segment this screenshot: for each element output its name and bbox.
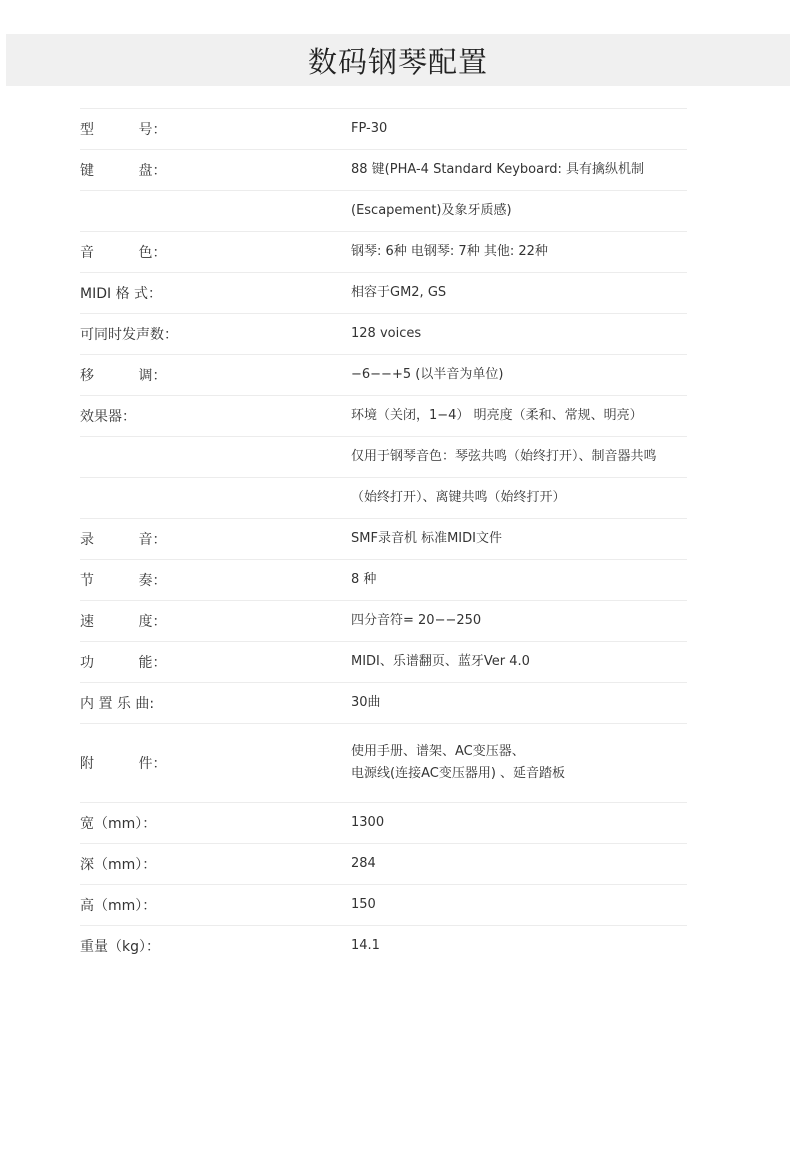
page-title: 数码钢琴配置 [307,44,488,79]
table-row [80,395,687,436]
spec-value-accessories-line-1: 使用手册、谱架、AC变压器、 [351,744,525,759]
spec-value-accessories-line-2: 电源线(连接AC变压器用) 、延音踏板 [351,766,566,781]
table-row [80,925,687,966]
spec-value-functions: MIDI、乐谱翻页、蓝牙Ver 4.0 [351,654,530,669]
table-row [80,313,687,354]
spec-label-accessories: 附 件： [80,756,167,772]
spec-label-transpose: 移 调： [80,368,167,384]
spec-value-polyphony: 128 voices [351,326,422,341]
table-row [80,149,687,190]
spec-label-functions: 功 能： [80,655,167,671]
spec-label-keyboard: 键 盘： [80,163,167,179]
spec-value-midi-format: 相容于GM2, GS [351,285,447,300]
table-row [80,436,687,477]
spec-label-polyphony: 可同时发声数： [80,327,178,343]
spec-label-depth: 深（mm）： [80,857,157,873]
spec-label-height: 高（mm）： [80,898,157,914]
spec-value-height: 150 [351,897,376,912]
spec-value-keyboard: 88 键(PHA-4 Standard Keyboard: 具有擒纵机制 [351,162,644,177]
table-row [80,190,687,231]
spec-value-tempo: 四分音符= 20−−250 [351,613,482,628]
spec-value-keyboard-cont: (Escapement)及象牙质感) [351,203,512,218]
table-row [80,600,687,641]
spec-value-transpose: −6−−+5 (以半音为单位) [351,367,504,382]
table-row [80,802,687,843]
table-row [80,884,687,925]
table-row [80,231,687,272]
table-row [80,518,687,559]
title-bar [6,34,790,86]
spec-label-rhythm: 节 奏： [80,573,167,589]
spec-label-tempo: 速 度： [80,614,167,630]
spec-value-tones: 钢琴: 6种 电钢琴: 7种 其他: 22种 [351,244,548,259]
table-row [80,682,687,723]
spec-label-effects: 效果器： [80,409,136,425]
table-row [80,641,687,682]
spec-value-internal-songs: 30曲 [351,695,381,710]
spec-value-width: 1300 [351,815,385,830]
spec-label-model: 型 号： [80,122,167,138]
spec-table [80,108,687,966]
spec-label-internal-songs: 内 置 乐 曲: [80,696,155,712]
table-row [80,723,687,802]
spec-value-effects: 环境（关闭，1−4） 明亮度（柔和、常规、明亮） [351,408,643,423]
spec-label-recorder: 录 音： [80,532,167,548]
table-row [80,108,687,149]
spec-label-midi-format: MIDI 格 式： [80,286,163,302]
spec-value-depth: 284 [351,856,376,871]
table-row [80,477,687,518]
spec-value-effects-cont-1: 仅用于钢琴音色：琴弦共鸣（始终打开）、制音器共鸣 [351,449,657,464]
table-row [80,354,687,395]
spec-label-tones: 音 色： [80,245,167,261]
table-row [80,843,687,884]
spec-value-effects-cont-2: （始终打开）、离键共鸣（始终打开） [351,490,566,505]
spec-value-accessories [351,741,565,785]
spec-value-weight: 14.1 [351,938,380,953]
spec-label-width: 宽（mm）： [80,816,157,832]
spec-label-weight: 重量（kg）： [80,939,160,955]
table-row [80,559,687,600]
spec-value-rhythm: 8 种 [351,572,377,587]
spec-value-recorder: SMF录音机 标准MIDI文件 [351,531,502,546]
spec-value-model: FP-30 [351,121,388,136]
table-row [80,272,687,313]
